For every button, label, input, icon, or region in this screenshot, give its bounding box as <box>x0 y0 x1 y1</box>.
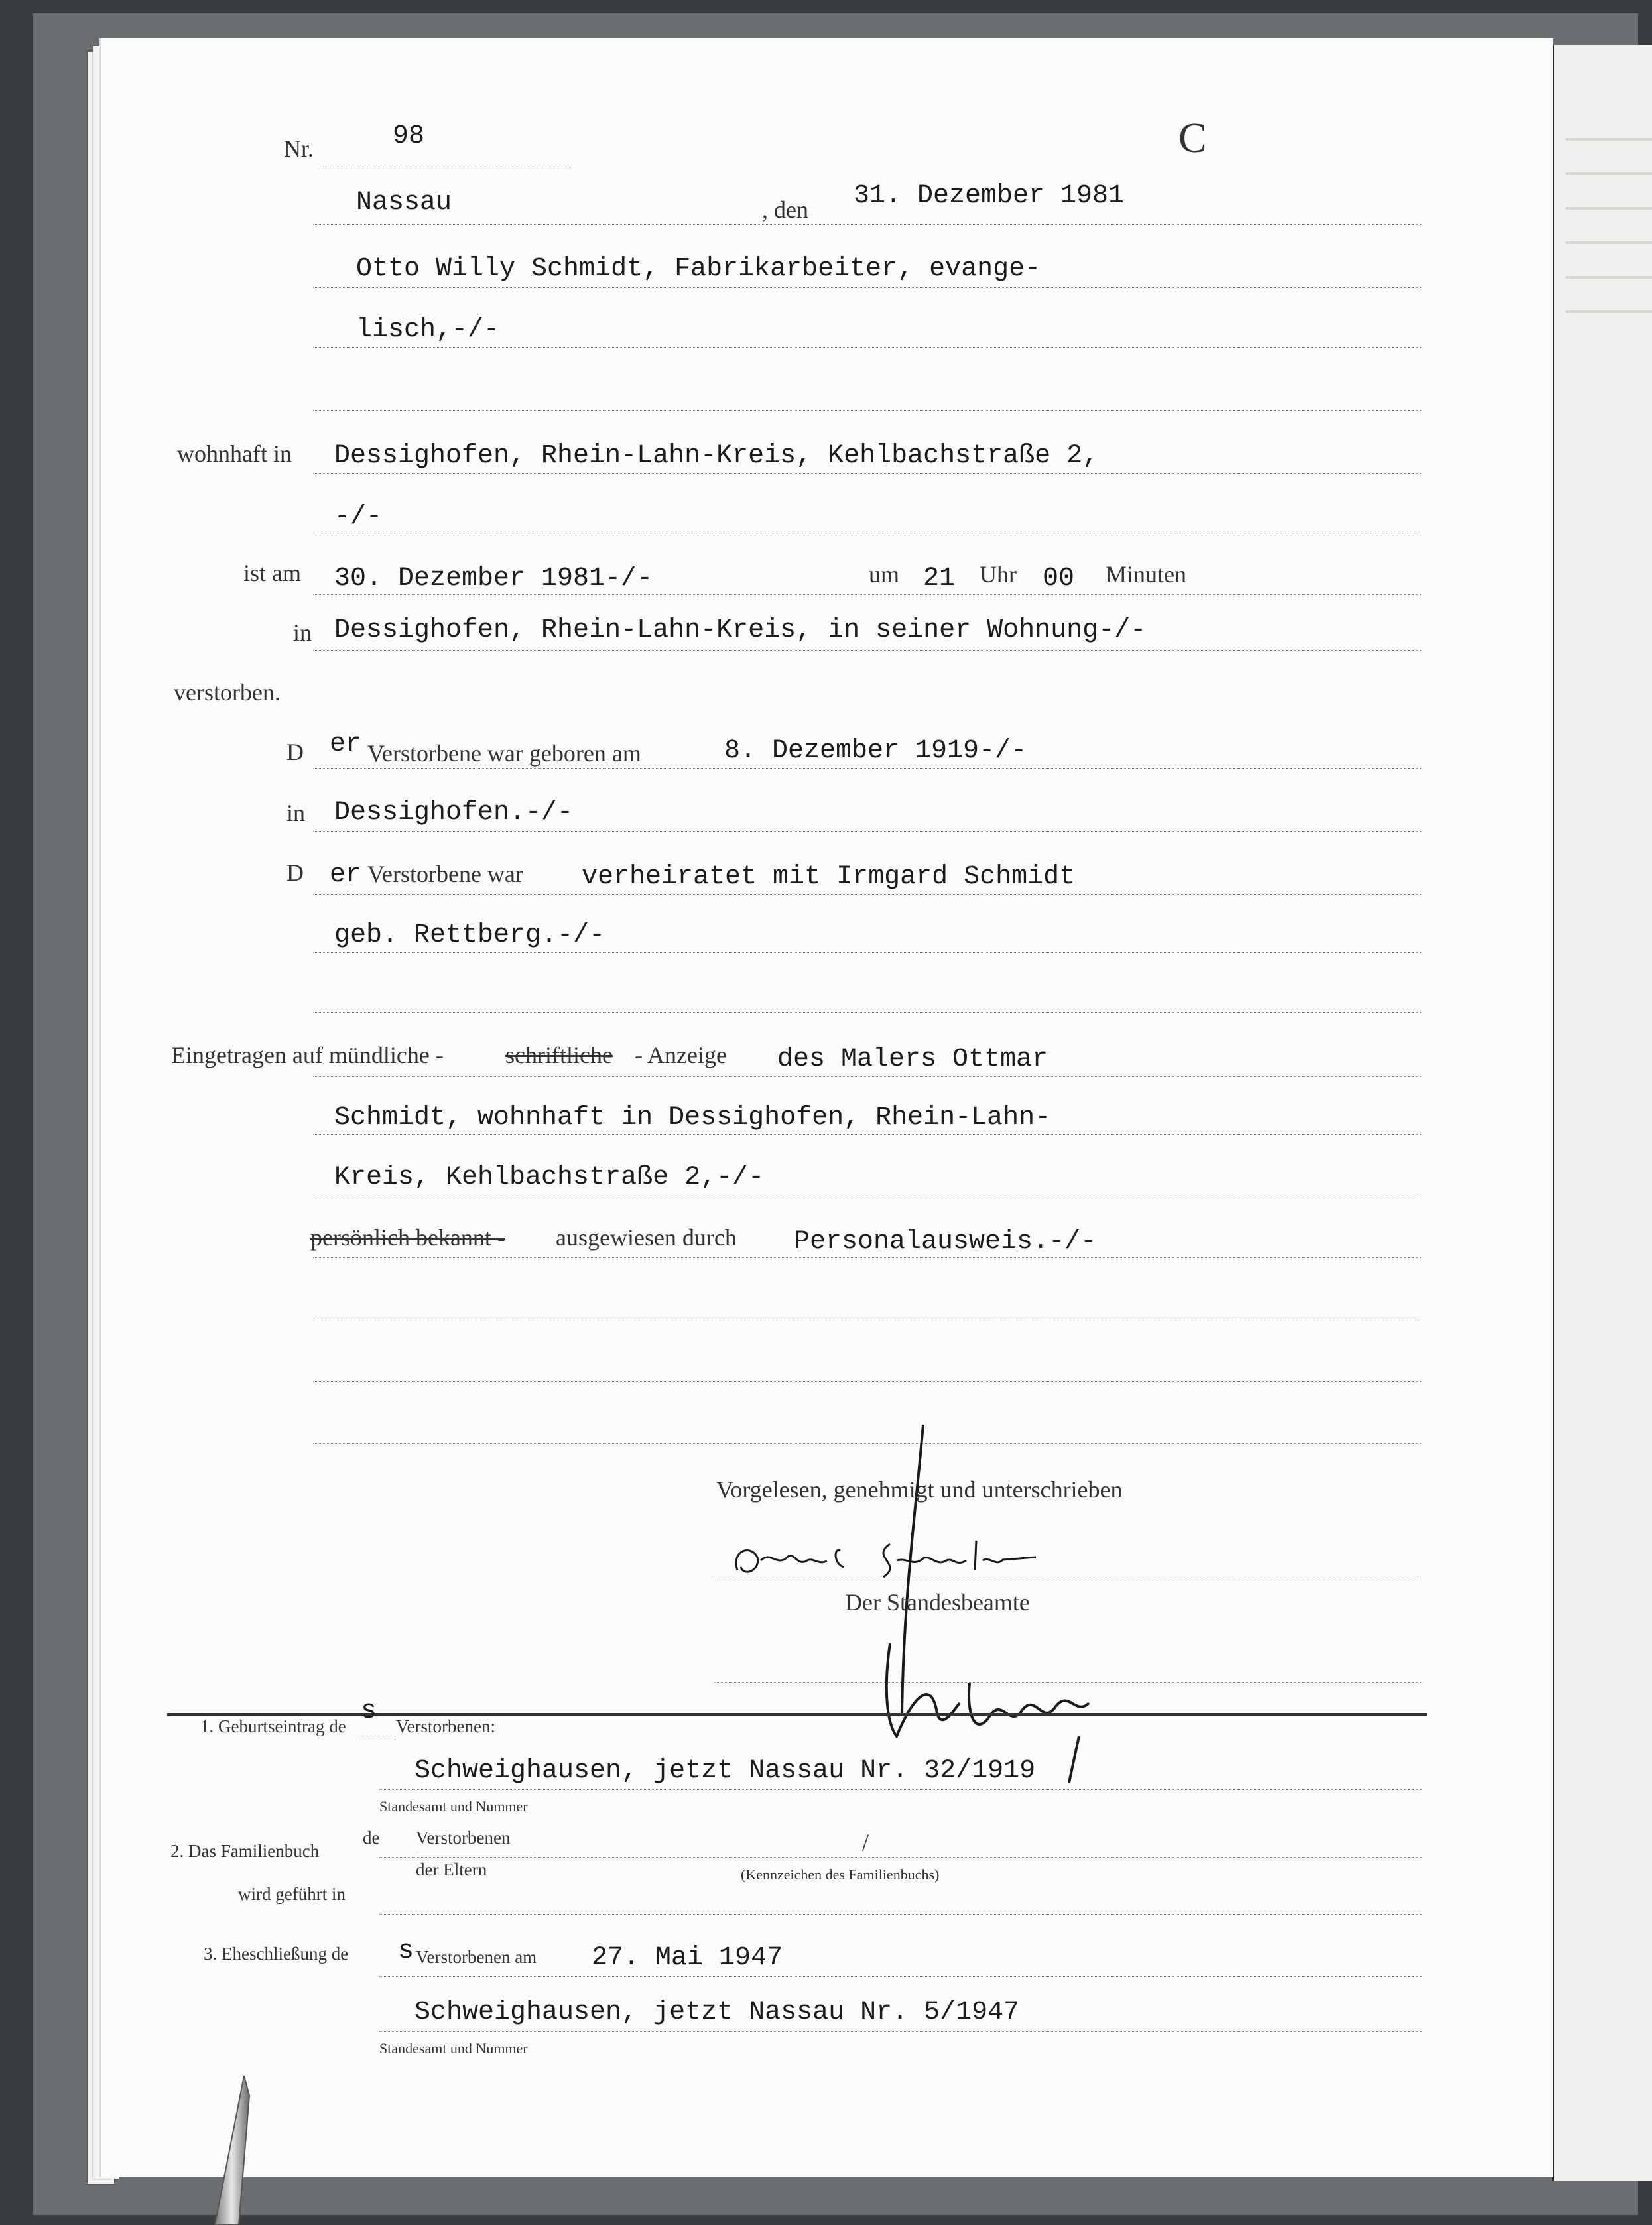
note3-value-rule <box>379 2031 1422 2032</box>
eingetragen-label: Eingetragen auf mündliche - <box>171 1042 444 1068</box>
minuten-label: Minuten <box>1106 561 1186 588</box>
informant-line1-rule <box>313 1076 1421 1077</box>
standesamt-label: Standesamt und Nummer <box>379 1798 528 1814</box>
uhr-label: Uhr <box>980 561 1017 588</box>
minutes-value: 00 <box>1043 564 1075 594</box>
war-label: Verstorbene war <box>367 861 523 887</box>
gender-suffix: er <box>330 730 362 759</box>
informant-line3: Kreis, Kehlbachstraße 2,-/- <box>334 1163 765 1192</box>
marital-line2-rule <box>313 952 1421 953</box>
informant-line1: des Malers Ottmar <box>777 1045 1048 1074</box>
note3-date-rule <box>379 1976 1422 1977</box>
pen-tip <box>212 2076 252 2225</box>
wohnhaft-line2: -/- <box>334 502 383 532</box>
death-place-rule <box>313 650 1421 651</box>
note2-eltern: der Eltern <box>416 1860 487 1879</box>
note2-wird: wird geführt in <box>238 1884 346 1904</box>
d-label-2: D <box>286 859 304 886</box>
marital-line1-rule <box>313 894 1421 895</box>
register-letter: C <box>1178 114 1207 161</box>
note1-value: Schweighausen, jetzt Nassau Nr. 32/1919 <box>414 1756 1036 1786</box>
ausgewiesen-label: ausgewiesen durch <box>556 1224 737 1251</box>
vorgelesen-label: Vorgelesen, genehmigt und unterschrieben <box>716 1476 1123 1503</box>
ist-am-label: ist am <box>243 560 301 586</box>
wohnhaft-line1: Dessighofen, Rhein-Lahn-Kreis, Kehlbachstraße 2, <box>334 441 1099 471</box>
facing-page <box>1552 45 1652 2181</box>
in-label: in <box>293 619 312 646</box>
facing-page-faint-text <box>1566 118 1652 317</box>
wohnhaft-line1-rule <box>313 473 1421 474</box>
bekannt-struck: persönlich bekannt - <box>310 1224 505 1251</box>
d-label: D <box>286 739 304 765</box>
birth-date-rule <box>313 768 1421 769</box>
note2-de: de <box>363 1828 380 1848</box>
death-date-rule <box>313 594 1421 595</box>
hour-value: 21 <box>923 564 956 594</box>
standesamt-label-2: Standesamt und Nummer <box>379 2040 528 2057</box>
place-value: Nassau <box>356 188 452 218</box>
blank-line-2 <box>313 1012 1421 1013</box>
informant-line2-rule <box>313 1134 1421 1135</box>
person-line2-rule <box>313 347 1421 348</box>
note3-verstorbenen-am: Verstorbenen am <box>416 1947 537 1967</box>
note2-verstorbenen: Verstorbenen <box>416 1828 511 1848</box>
person-line2: lisch,-/- <box>356 315 500 345</box>
wohnhaft-label: wohnhaft in <box>177 440 292 467</box>
note1-label: 1. Geburtseintrag de <box>200 1716 346 1736</box>
anzeige-label: - Anzeige <box>635 1042 727 1068</box>
death-place: Dessighofen, Rhein-Lahn-Kreis, in seiner Wohnung-/- <box>334 615 1147 645</box>
in-label-2: in <box>286 800 306 826</box>
note1-suffix: s <box>361 1696 377 1726</box>
note3-date: 27. Mai 1947 <box>592 1943 783 1973</box>
place-line <box>313 224 1421 225</box>
schriftliche-struck: schriftliche <box>505 1042 613 1068</box>
kennzeichen-label: (Kennzeichen des Familienbuchs) <box>741 1866 940 1883</box>
note3-suffix: s <box>398 1937 414 1966</box>
note1-value-rule <box>379 1789 1422 1790</box>
note1-verstorbenen: Verstorbenen: <box>396 1716 495 1736</box>
geboren-label: Verstorbene war geboren am <box>367 740 641 767</box>
certificate-page <box>99 38 1553 2177</box>
blank-line <box>313 410 1421 411</box>
marital-line2: geb. Rettberg.-/- <box>334 921 605 950</box>
verstorben-label: verstorben. <box>174 679 281 706</box>
id-document-rule <box>313 1257 1421 1258</box>
blank-line-4 <box>313 1381 1421 1382</box>
gender-suffix-2: er <box>330 860 362 890</box>
nr-value: 98 <box>393 121 425 151</box>
note3-label: 3. Eheschließung de <box>204 1944 349 1964</box>
id-document: Personalausweis.-/- <box>794 1227 1097 1257</box>
birth-place-rule <box>313 831 1421 832</box>
nr-label: Nr. <box>284 135 314 162</box>
standesbeamte-label: Der Standesbeamte <box>845 1589 1030 1616</box>
note3-value: Schweighausen, jetzt Nassau Nr. 5/1947 <box>414 1998 1020 2027</box>
person-line1-rule <box>313 287 1421 288</box>
note2-label: 2. Das Familienbuch <box>170 1841 320 1861</box>
registrar-signature <box>824 1425 1115 1783</box>
date-value: 31. Dezember 1981 <box>854 181 1125 211</box>
note2-wird-rule <box>379 1914 1422 1915</box>
death-date: 30. Dezember 1981-/- <box>334 564 653 594</box>
marital-line1: verheiratet mit Irmgard Schmidt <box>582 862 1076 892</box>
birth-date: 8. Dezember 1919-/- <box>724 736 1027 766</box>
birth-place: Dessighofen.-/- <box>334 798 574 828</box>
informant-line2: Schmidt, wohnhaft in Dessighofen, Rhein-Lahn- <box>334 1103 1051 1133</box>
den-label: , den <box>762 196 808 223</box>
person-line1: Otto Willy Schmidt, Fabrikarbeiter, evange- <box>356 254 1041 284</box>
note2-familienbuch-rule <box>379 1857 1422 1858</box>
note2-slash: / <box>862 1829 869 1856</box>
notes-divider <box>167 1713 1427 1716</box>
um-label: um <box>869 561 900 588</box>
